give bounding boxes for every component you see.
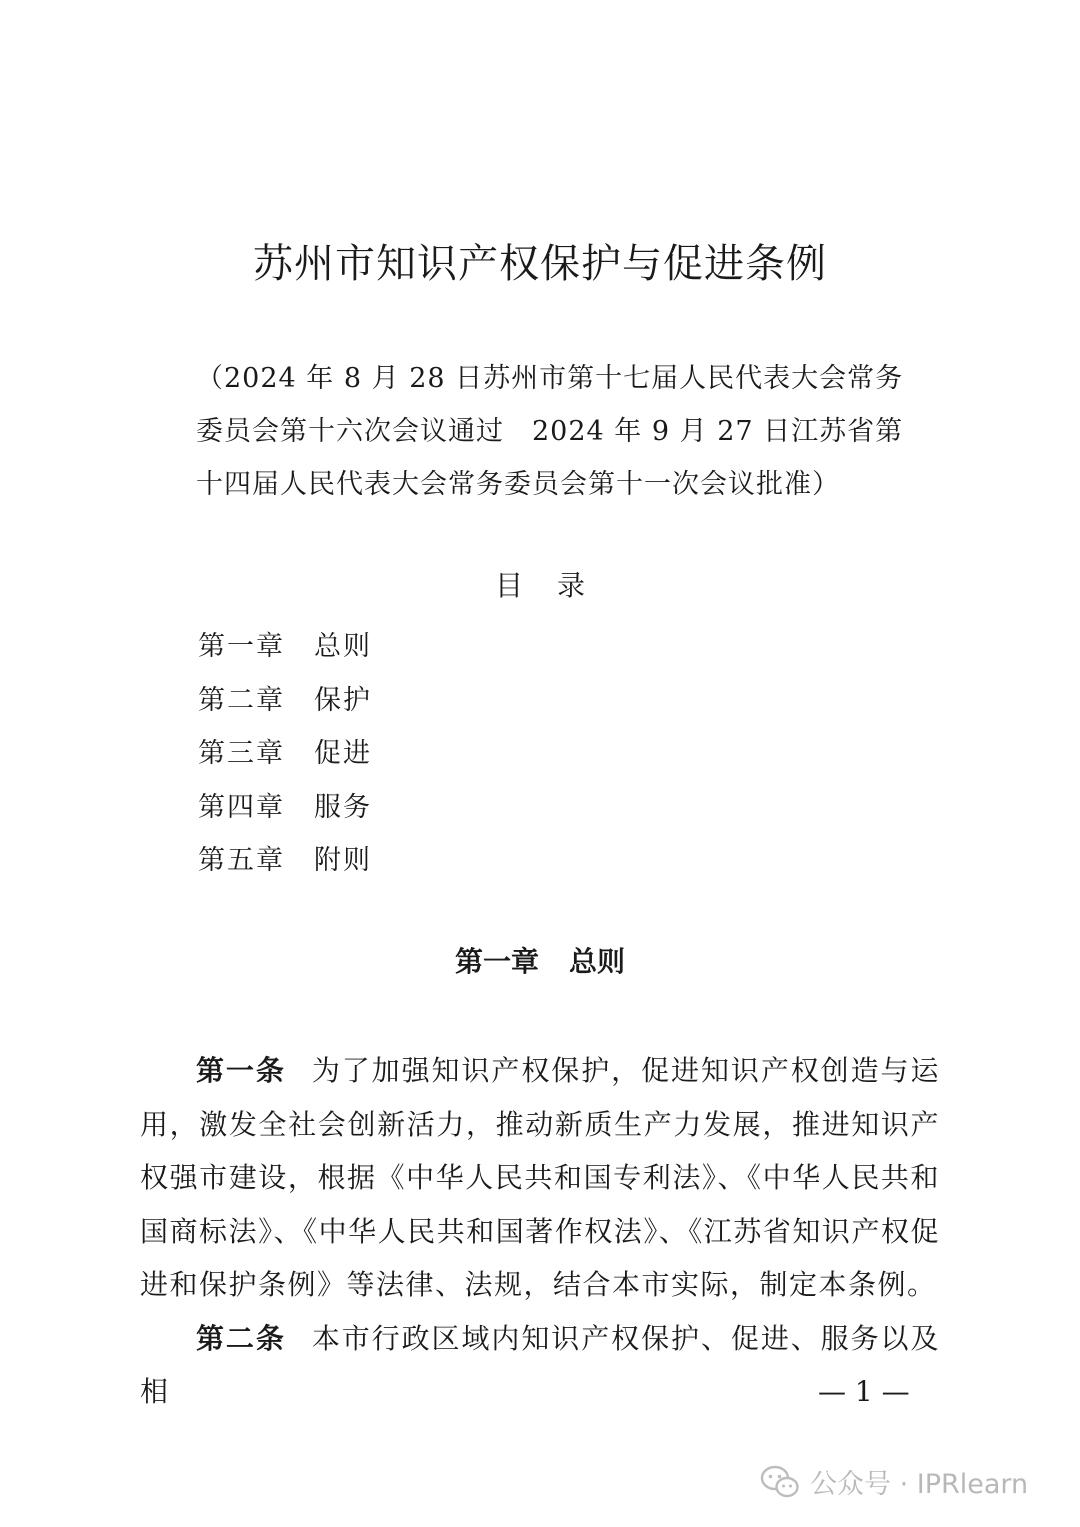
toc-chapter-name: 促进 [314,738,372,769]
toc-chapter-name: 保护 [314,684,372,716]
article-text: 为了加强知识产权保护，促进知识产权创造与运用，激发全社会创新活力，推动新质生产力发展，推进知识产权强市建设，根据《中华人民共和国专利法》、《中华人民共和国商标法》、《中华人民共和国著作权法》、《江苏省知识产权促进和保护条例》等法律、法规，结合本市实际，制定本条例。 [140,1054,940,1301]
page-number: — 1 — [818,1375,910,1408]
document-subtitle [196,352,903,511]
toc-chapter-name: 总则 [314,631,372,662]
document-title: 苏州市知识产权保护与促进条例 [253,241,827,287]
subtitle-line: （2024 年 8 月 28 日苏州市第十七届人民代表大会常务 [196,363,904,394]
subtitle-line: 十四届人民代表大会常务委员会第十一次会议批准） [196,469,840,500]
toc-item [198,674,372,728]
toc-item [198,727,372,781]
chapter-name: 总则 [569,945,626,978]
document-body [140,1044,940,1419]
toc-chapter-number: 第三章 [198,738,285,769]
toc-chapter-number: 第四章 [198,791,285,823]
chapter-number: 第一章 [454,945,539,978]
toc-item [198,781,372,835]
toc-heading: 目录 [494,569,619,602]
toc-chapter-name: 附则 [314,845,372,876]
watermark [760,1462,1028,1501]
article-label: 第二条 [196,1321,286,1355]
toc-item [198,834,372,888]
wechat-icon [760,1465,800,1499]
toc-chapter-number: 第五章 [198,845,285,876]
toc-chapter-number: 第二章 [198,684,285,716]
article-paragraph [140,1044,940,1312]
watermark-text: 公众号 · IPRlearn [810,1469,1029,1500]
table-of-contents [198,620,372,888]
toc-item [198,620,372,674]
article-text: 本市行政区域内知识产权保护、促进、服务以及相 [140,1321,940,1408]
article-label: 第一条 [196,1054,286,1087]
chapter-heading [0,940,1080,984]
toc-chapter-name: 服务 [314,791,372,823]
subtitle-line: 委员会第十六次会议通过 2024 年 9 月 27 日江苏省第 [196,416,904,447]
toc-chapter-number: 第一章 [198,631,285,662]
